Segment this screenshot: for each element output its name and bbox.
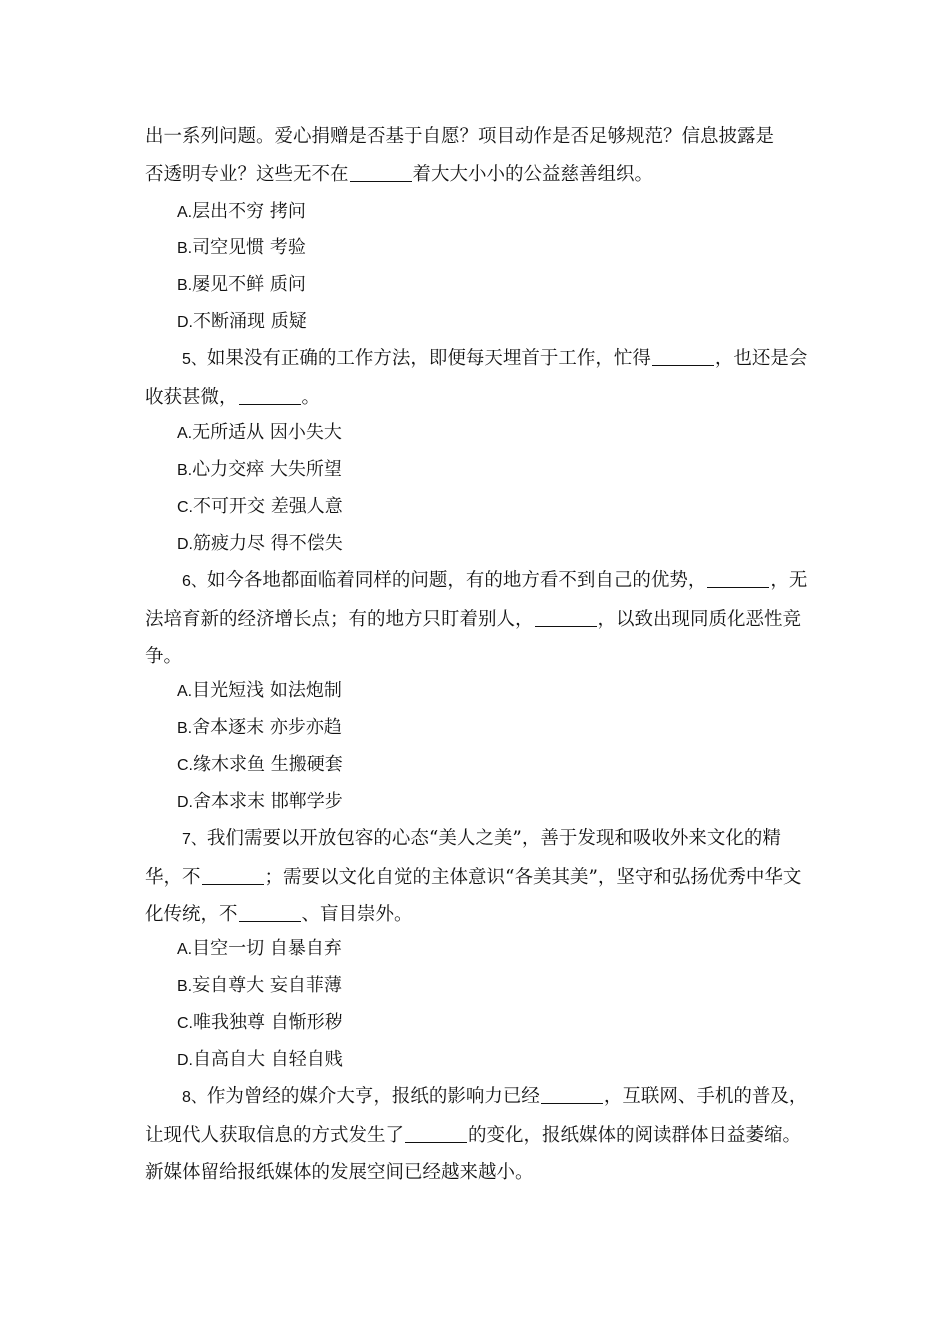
question-8-stem: 8、作为曾经的媒介大亨，报纸的影响力已经 ，互联网、手机的普及，让现代人获取信息的方式发生了 的变化，报纸媒体的阅读群体日益萎缩。新媒体留给报纸媒体的发展空间已经越来越小。 bbox=[145, 1086, 808, 1183]
q5-option-b: B.心力交瘁 大失所望 bbox=[177, 459, 342, 480]
q5-option-a: A.无所适从 因小失大 bbox=[177, 422, 342, 443]
q6-option-a: A.目光短浅 如法炮制 bbox=[177, 680, 342, 701]
answer-blank bbox=[239, 386, 301, 405]
question-6-stem: 6、如今各地都面临着同样的问题，有的地方看不到自己的优势， ，无法培育新的经济增长点；有的地方只盯着别人， ，以致出现同质化恶性竞争。 bbox=[145, 570, 808, 667]
q4-option-b2: B.屡见不鲜 质问 bbox=[177, 274, 306, 295]
q5-number: 5、 bbox=[182, 351, 207, 368]
q6-option-c: C.缘木求鱼 生搬硬套 bbox=[177, 754, 343, 775]
answer-blank bbox=[239, 903, 301, 922]
answer-blank bbox=[535, 608, 597, 627]
q7-option-a: A.目空一切 自暴自弃 bbox=[177, 938, 342, 959]
q5-option-c: C.不可开交 差强人意 bbox=[177, 496, 343, 517]
q4-line2a: 否透明专业？这些无不在 bbox=[145, 163, 349, 185]
q6-option-b: B.舍本逐末 亦步亦趋 bbox=[177, 717, 342, 738]
question-5-stem: 5、如果没有正确的工作方法，即便每天埋首于工作，忙得 ，也还是会收获甚微， 。 bbox=[145, 348, 808, 408]
q7-option-d: D.自高自大 自轻自贱 bbox=[177, 1049, 343, 1070]
q8-number: 8、 bbox=[182, 1089, 207, 1106]
q4-option-a: A.层出不穷 拷问 bbox=[177, 201, 306, 222]
answer-blank bbox=[350, 163, 412, 182]
answer-blank bbox=[541, 1085, 603, 1104]
q4-line1: 出一系列问题。爱心捐赠是否基于自愿？项目动作是否足够规范？信息披露是 bbox=[145, 126, 775, 147]
q7-option-b: B.妄自尊大 妄自菲薄 bbox=[177, 975, 342, 996]
q4-line2b: 着大大小小的公益慈善组织。 bbox=[412, 163, 654, 185]
q7-option-c: C.唯我独尊 自惭形秽 bbox=[177, 1012, 343, 1033]
q7-number: 7、 bbox=[182, 831, 207, 848]
answer-blank bbox=[202, 866, 264, 885]
question-4-stem bbox=[145, 118, 815, 193]
question-7-stem: 7、我们需要以开放包容的心态“美人之美”，善于发现和吸收外来文化的精华，不 ；需要以文化自觉的主体意识“各美其美”，坚守和弘扬优秀中华文化传统，不 、盲目崇外。 bbox=[145, 828, 802, 925]
q6-option-d: D.舍本求末 邯郸学步 bbox=[177, 791, 343, 812]
q4-option-b: B.司空见惯 考验 bbox=[177, 237, 306, 258]
answer-blank bbox=[405, 1124, 467, 1143]
answer-blank bbox=[652, 347, 714, 366]
q5-option-d: D.筋疲力尽 得不偿失 bbox=[177, 533, 343, 554]
q4-option-d: D.不断涌现 质疑 bbox=[177, 311, 307, 332]
answer-blank bbox=[707, 569, 769, 588]
q6-number: 6、 bbox=[182, 573, 207, 590]
